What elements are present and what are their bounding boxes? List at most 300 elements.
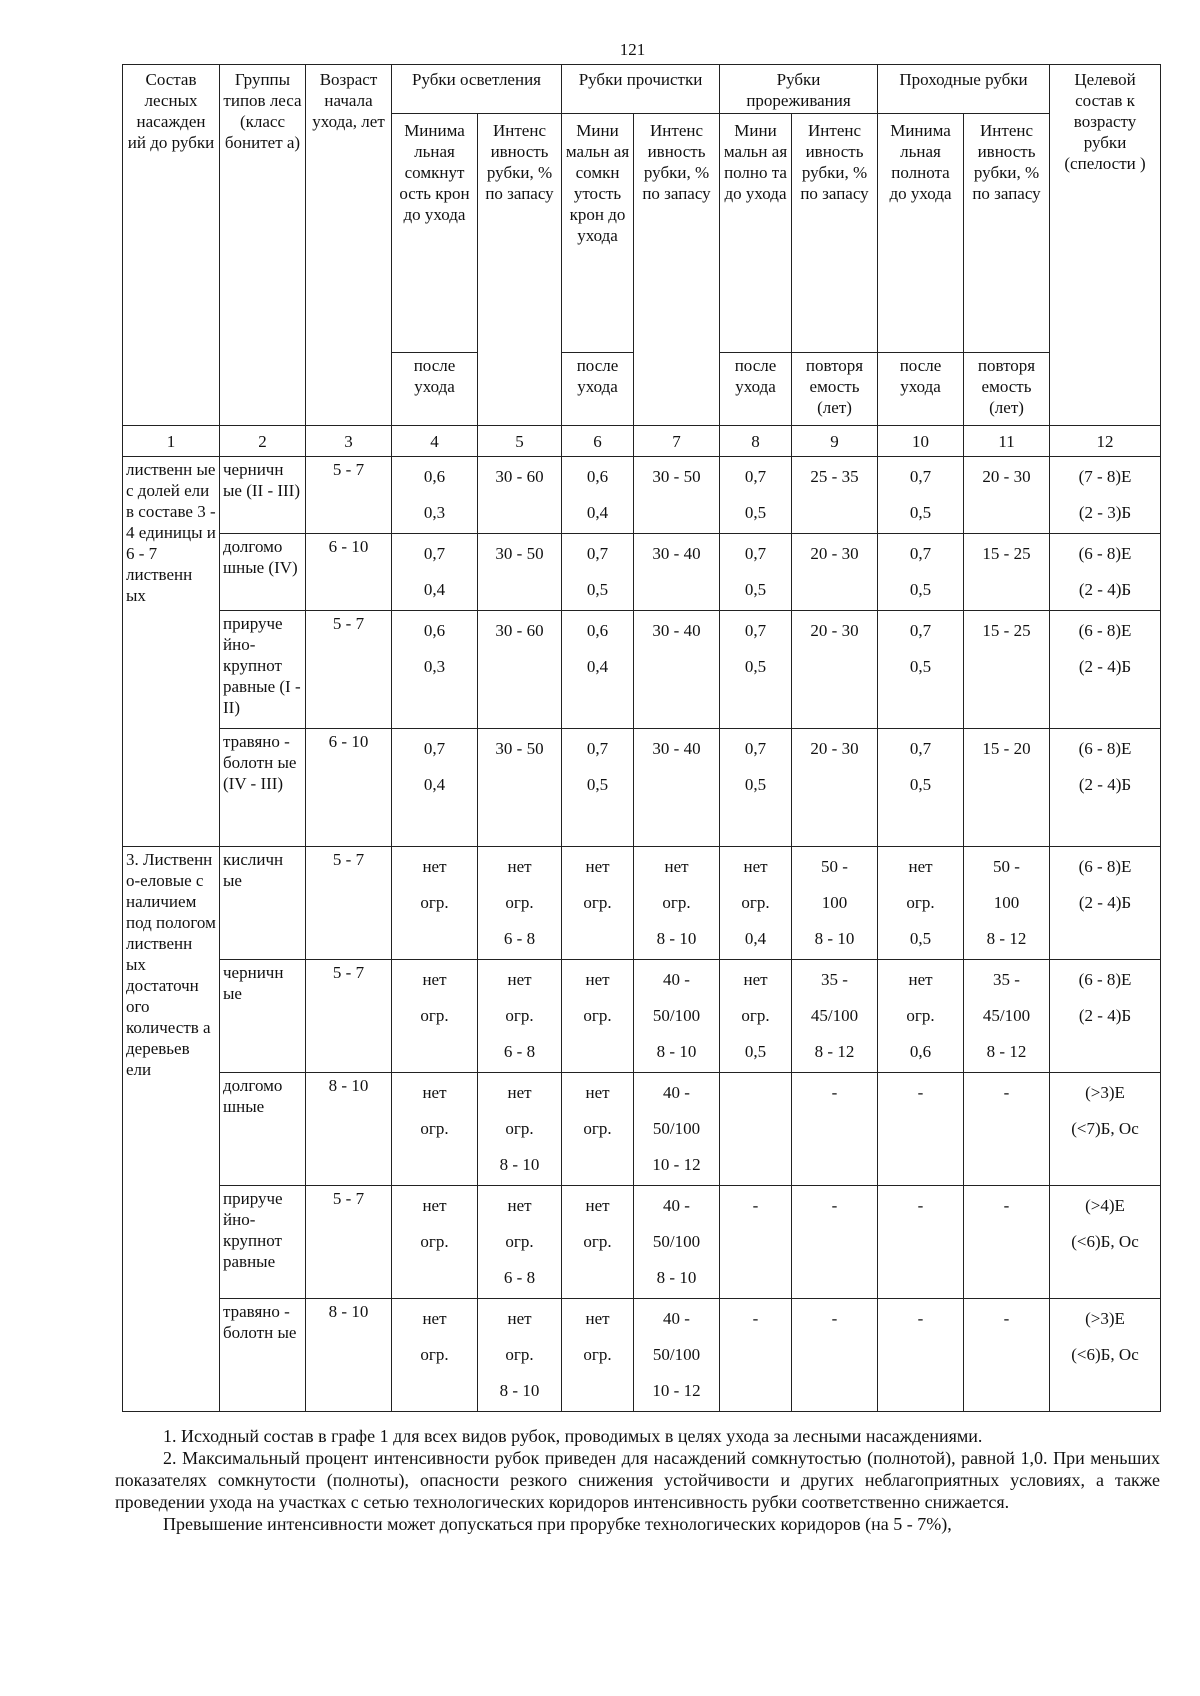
forest-type-cell: долгомо шные (IV) [220, 534, 306, 611]
header-cleaning-min-closure: Мини мальн ая сомкн утость крон до ухода [562, 114, 634, 353]
value-cell-c6 [562, 960, 634, 1073]
column-number: 7 [634, 426, 720, 457]
value-line: 35 - [821, 970, 848, 989]
value-cell-c8 [720, 457, 792, 534]
value-line: огр. [505, 1345, 534, 1364]
value-line: 0,7 [423, 544, 446, 563]
value-line: 0,5 [909, 503, 932, 522]
value-line: огр. [741, 893, 770, 912]
header-passage-intensity: Интенс ивность рубки, % по запасу [964, 114, 1050, 353]
value-cell-c9 [792, 611, 878, 729]
value-line: 6 - 8 [503, 1268, 536, 1287]
value-line: 0,6 [423, 621, 446, 640]
value-line: 15 - 20 [982, 739, 1031, 758]
value-line: (6 - 8)Е [1078, 857, 1132, 876]
value-cell-c4 [392, 1186, 478, 1299]
header-cleaning-intensity: Интенс ивность рубки, % по запасу [634, 114, 720, 426]
value-line: 0,7 [909, 739, 932, 758]
value-cell-c12 [1050, 847, 1161, 960]
value-line: 0,7 [586, 544, 609, 563]
value-line: 0,5 [744, 580, 767, 599]
value-line: огр. [906, 1006, 935, 1025]
value-line: 0,5 [744, 1042, 767, 1061]
value-line: 8 - 10 [499, 1381, 540, 1400]
value-cell-c9 [792, 847, 878, 960]
value-line: 0,7 [744, 544, 767, 563]
value-line: 8 - 10 [814, 929, 855, 948]
value-cell-c5 [478, 534, 562, 611]
value-line: огр. [420, 1345, 449, 1364]
start-age-cell: 8 - 10 [306, 1073, 392, 1186]
value-line: 6 - 8 [503, 929, 536, 948]
value-line: 30 - 40 [652, 739, 701, 758]
value-cell-c7 [634, 611, 720, 729]
header-thinning-min-density: Мини мальн ая полно та до ухода [720, 114, 792, 353]
header-passage-min-density: Минима льная полнота до ухода [878, 114, 964, 353]
value-line: 50 - [993, 857, 1020, 876]
column-numbers-row [123, 426, 1161, 457]
value-line: 8 - 12 [986, 929, 1027, 948]
table-row [123, 960, 1161, 1073]
value-line: 45/100 [810, 1006, 859, 1025]
forest-thinning-table [122, 64, 1161, 1412]
value-line: нет [585, 1309, 610, 1328]
value-cell-c8 [720, 1299, 792, 1412]
value-line: 0,5 [909, 929, 932, 948]
value-cell-c12 [1050, 960, 1161, 1073]
value-cell-c4 [392, 611, 478, 729]
value-line: (<7)Б, Ос [1071, 1119, 1139, 1138]
value-line: 30 - 60 [495, 467, 544, 486]
value-cell-c10 [878, 729, 964, 847]
value-cell-c9 [792, 534, 878, 611]
value-line: 0,5 [909, 775, 932, 794]
value-cell-c12 [1050, 1186, 1161, 1299]
value-line: нет [507, 970, 532, 989]
value-line: 0,7 [586, 739, 609, 758]
value-line: 30 - 60 [495, 621, 544, 640]
value-cell-c12 [1050, 1073, 1161, 1186]
value-cell-c9 [792, 1299, 878, 1412]
value-line: нет [422, 857, 447, 876]
table-row [123, 729, 1161, 847]
value-line: 8 - 12 [986, 1042, 1027, 1061]
value-line: огр. [505, 893, 534, 912]
value-line: огр. [420, 1006, 449, 1025]
value-line: нет [908, 970, 933, 989]
header-passage-cutting: Проходные рубки [878, 65, 1050, 114]
value-line: (<6)Б, Ос [1071, 1345, 1139, 1364]
value-line: - [831, 1083, 838, 1102]
value-line: 0,7 [744, 621, 767, 640]
value-cell-c9 [792, 457, 878, 534]
value-line: 15 - 25 [982, 621, 1031, 640]
value-line: огр. [420, 893, 449, 912]
header-thinning-intensity: Интенс ивность рубки, % по запасу [792, 114, 878, 353]
value-line: (2 - 4)Б [1078, 580, 1132, 599]
forest-type-cell: приручe йно- крупнот равные (I - II) [220, 611, 306, 729]
value-line: 0,7 [909, 467, 932, 486]
value-line: (2 - 4)Б [1078, 657, 1132, 676]
header-forest-type: Группы типов леса (класс бонитет а) [220, 65, 306, 426]
value-cell-c11 [964, 847, 1050, 960]
value-line: 10 - 12 [652, 1381, 701, 1400]
value-line: 8 - 10 [656, 929, 697, 948]
value-line: огр. [662, 893, 691, 912]
column-number: 2 [220, 426, 306, 457]
header-clearing: Рубки осветления [392, 65, 562, 114]
value-cell-c8 [720, 729, 792, 847]
value-line: 40 - [663, 1083, 690, 1102]
value-line: - [917, 1083, 924, 1102]
header-repeat-9: повторя емость (лет) [792, 353, 878, 426]
value-cell-c7 [634, 847, 720, 960]
value-line: 35 - [993, 970, 1020, 989]
value-cell-c11 [964, 457, 1050, 534]
header-after-care-10: после ухода [878, 353, 964, 426]
note-3: Превышение интенсивности может допускаться при прорубке технологических коридоров (на 5 - 7%), [163, 1514, 952, 1534]
value-cell-c11 [964, 960, 1050, 1073]
value-line: - [1003, 1196, 1010, 1215]
header-repeat-11: повторя емость (лет) [964, 353, 1050, 426]
value-line: - [1003, 1083, 1010, 1102]
start-age-cell: 8 - 10 [306, 1299, 392, 1412]
value-line: огр. [420, 1119, 449, 1138]
value-line: нет [507, 1083, 532, 1102]
value-line: 30 - 50 [652, 467, 701, 486]
value-cell-c4 [392, 960, 478, 1073]
value-line: - [917, 1196, 924, 1215]
value-cell-c5 [478, 960, 562, 1073]
value-cell-c6 [562, 1299, 634, 1412]
value-line: - [1003, 1309, 1010, 1328]
value-line: 30 - 40 [652, 621, 701, 640]
value-cell-c7 [634, 534, 720, 611]
value-line: (>4)Е [1085, 1196, 1125, 1215]
value-line: - [831, 1309, 838, 1328]
column-number: 1 [123, 426, 220, 457]
value-line: (2 - 4)Б [1078, 1006, 1132, 1025]
value-cell-c12 [1050, 729, 1161, 847]
value-cell-c5 [478, 1186, 562, 1299]
value-cell-c4 [392, 847, 478, 960]
value-cell-c6 [562, 1186, 634, 1299]
value-line: огр. [420, 1232, 449, 1251]
value-line: 0,7 [909, 621, 932, 640]
value-cell-c10 [878, 611, 964, 729]
forest-type-cell: черничн ые (II - III) [220, 457, 306, 534]
value-cell-c4 [392, 534, 478, 611]
value-line: (2 - 3)Б [1078, 503, 1132, 522]
value-line: 0,5 [909, 657, 932, 676]
value-line: нет [422, 1309, 447, 1328]
value-line: нет [585, 970, 610, 989]
value-line: огр. [505, 1232, 534, 1251]
value-cell-c7 [634, 1186, 720, 1299]
table-row [123, 611, 1161, 729]
value-line: 8 - 10 [656, 1042, 697, 1061]
value-line: - [917, 1309, 924, 1328]
forest-type-cell: приручe йно- крупнот равные [220, 1186, 306, 1299]
value-cell-c9 [792, 729, 878, 847]
value-cell-c8 [720, 534, 792, 611]
value-line: 0,5 [586, 775, 609, 794]
note-2: 2. Максимальный процент интенсивности рубок приведен для насаждений сомкнутостью (полнотой), равной 1,0. При меньших показателях сомкнутости (полноты), опасности резкого снижения устойчивости и других неблагоприятных условиях, а также проведении ухода на участках с сетью технологических коридоров интенсивность рубки соответственно снижается. [115, 1448, 1160, 1512]
value-cell-c10 [878, 1073, 964, 1186]
value-line: огр. [583, 893, 612, 912]
column-number: 11 [964, 426, 1050, 457]
header-after-care-8: после ухода [720, 353, 792, 426]
value-line: 0,7 [744, 467, 767, 486]
value-cell-c5 [478, 1299, 562, 1412]
value-cell-c8 [720, 847, 792, 960]
value-line: 10 - 12 [652, 1155, 701, 1174]
value-line: нет [908, 857, 933, 876]
value-cell-c5 [478, 457, 562, 534]
forest-type-cell: травяно - болотн ые (IV - III) [220, 729, 306, 847]
header-start-age: Возраст начала ухода, лет [306, 65, 392, 426]
value-cell-c6 [562, 1073, 634, 1186]
value-line: (7 - 8)Е [1078, 467, 1132, 486]
column-number: 12 [1050, 426, 1161, 457]
value-line: нет [664, 857, 689, 876]
value-cell-c10 [878, 847, 964, 960]
value-line: огр. [906, 893, 935, 912]
value-line: 0,4 [586, 657, 609, 676]
value-line: - [831, 1196, 838, 1215]
value-line: нет [507, 857, 532, 876]
value-line: огр. [583, 1345, 612, 1364]
value-line: (>3)Е [1085, 1083, 1125, 1102]
value-line: 0,7 [423, 739, 446, 758]
value-line: 6 - 8 [503, 1042, 536, 1061]
header-cleaning: Рубки прочистки [562, 65, 720, 114]
value-cell-c10 [878, 534, 964, 611]
value-cell-c7 [634, 960, 720, 1073]
value-line: 50/100 [652, 1006, 701, 1025]
value-line: 0,6 [909, 1042, 932, 1061]
value-cell-c8 [720, 960, 792, 1073]
value-line: 0,5 [744, 775, 767, 794]
value-line: - [752, 1196, 759, 1215]
value-cell-c11 [964, 1299, 1050, 1412]
value-line: огр. [505, 1119, 534, 1138]
value-line: 8 - 10 [499, 1155, 540, 1174]
value-line: 40 - [663, 970, 690, 989]
value-cell-c5 [478, 729, 562, 847]
value-cell-c11 [964, 534, 1050, 611]
value-cell-c12 [1050, 457, 1161, 534]
value-line: 20 - 30 [810, 544, 859, 563]
header-after-care-6: после ухода [562, 353, 634, 426]
column-number: 3 [306, 426, 392, 457]
header-clearing-min-closure: Минима льная сомкнут ость крон до ухода [392, 114, 478, 353]
value-cell-c11 [964, 729, 1050, 847]
value-cell-c8 [720, 1186, 792, 1299]
value-cell-c8 [720, 611, 792, 729]
value-cell-c9 [792, 1186, 878, 1299]
value-line: нет [743, 857, 768, 876]
start-age-cell: 5 - 7 [306, 1186, 392, 1299]
value-line: нет [422, 970, 447, 989]
value-line: 50/100 [652, 1232, 701, 1251]
table-row [123, 1073, 1161, 1186]
value-line: огр. [583, 1119, 612, 1138]
value-cell-c5 [478, 1073, 562, 1186]
value-cell-c10 [878, 1299, 964, 1412]
value-line: нет [507, 1309, 532, 1328]
start-age-cell: 5 - 7 [306, 611, 392, 729]
note-1: 1. Исходный состав в графе 1 для всех видов рубок, проводимых в целях ухода за лесными насаждениями. [163, 1426, 983, 1446]
value-cell-c12 [1050, 611, 1161, 729]
value-cell-c5 [478, 611, 562, 729]
value-line: 0,5 [744, 657, 767, 676]
value-line: (<6)Б, Ос [1071, 1232, 1139, 1251]
value-line: 100 [993, 893, 1020, 912]
value-cell-c7 [634, 729, 720, 847]
value-line: 0,3 [423, 503, 446, 522]
start-age-cell: 5 - 7 [306, 457, 392, 534]
value-cell-c4 [392, 457, 478, 534]
column-number: 10 [878, 426, 964, 457]
header-thinning: Рубки прореживания [720, 65, 878, 114]
value-cell-c9 [792, 1073, 878, 1186]
value-cell-c7 [634, 1073, 720, 1186]
value-cell-c6 [562, 611, 634, 729]
value-cell-c12 [1050, 1299, 1161, 1412]
forest-type-cell: долгомо шные [220, 1073, 306, 1186]
value-cell-c4 [392, 1299, 478, 1412]
group-label: лиственн ые с долей ели в составе 3 - 4 единицы и 6 - 7 лиственн ых [123, 457, 220, 847]
value-line: огр. [583, 1232, 612, 1251]
value-cell-c10 [878, 457, 964, 534]
value-line: (6 - 8)Е [1078, 739, 1132, 758]
table-row [123, 1299, 1161, 1412]
column-number: 5 [478, 426, 562, 457]
value-line: огр. [583, 1006, 612, 1025]
value-line: (6 - 8)Е [1078, 970, 1132, 989]
value-line: 0,4 [744, 929, 767, 948]
column-number: 6 [562, 426, 634, 457]
value-cell-c10 [878, 960, 964, 1073]
value-line: 0,3 [423, 657, 446, 676]
value-line: 0,6 [586, 467, 609, 486]
value-line: 8 - 10 [656, 1268, 697, 1287]
value-line: 15 - 25 [982, 544, 1031, 563]
value-cell-c4 [392, 729, 478, 847]
value-line: нет [422, 1196, 447, 1215]
value-line: 50 - [821, 857, 848, 876]
table-row [123, 847, 1161, 960]
forest-type-cell: кисличн ые [220, 847, 306, 960]
value-line: 8 - 12 [814, 1042, 855, 1061]
value-line: 30 - 50 [495, 544, 544, 563]
value-line: 100 [821, 893, 848, 912]
value-line: 0,5 [586, 580, 609, 599]
forest-type-cell: черничн ые [220, 960, 306, 1073]
header-after-care-4: после ухода [392, 353, 478, 426]
value-line: 0,7 [909, 544, 932, 563]
value-cell-c7 [634, 1299, 720, 1412]
value-line: 50/100 [652, 1119, 701, 1138]
value-line: (6 - 8)Е [1078, 544, 1132, 563]
table-row [123, 1186, 1161, 1299]
forest-type-cell: травяно - болотн ые [220, 1299, 306, 1412]
start-age-cell: 5 - 7 [306, 847, 392, 960]
value-line: огр. [741, 1006, 770, 1025]
value-line: 20 - 30 [810, 739, 859, 758]
value-line: 0,4 [586, 503, 609, 522]
table-row [123, 534, 1161, 611]
value-line: 20 - 30 [982, 467, 1031, 486]
value-cell-c6 [562, 847, 634, 960]
value-cell-c11 [964, 1186, 1050, 1299]
value-line: нет [743, 970, 768, 989]
value-line: 50/100 [652, 1345, 701, 1364]
value-cell-c9 [792, 960, 878, 1073]
value-line: 20 - 30 [810, 621, 859, 640]
value-cell-c6 [562, 534, 634, 611]
column-number: 9 [792, 426, 878, 457]
value-cell-c11 [964, 1073, 1050, 1186]
value-cell-c7 [634, 457, 720, 534]
value-cell-c11 [964, 611, 1050, 729]
page-number: 121 [619, 40, 646, 59]
value-line: (6 - 8)Е [1078, 621, 1132, 640]
value-line: (>3)Е [1085, 1309, 1125, 1328]
value-line: 0,5 [909, 580, 932, 599]
value-line: нет [422, 1083, 447, 1102]
value-cell-c10 [878, 1186, 964, 1299]
header-composition: Состав лесных насажден ий до рубки [123, 65, 220, 426]
value-line: - [752, 1309, 759, 1328]
header-clearing-intensity: Интенс ивность рубки, % по запасу [478, 114, 562, 426]
value-cell-c6 [562, 729, 634, 847]
value-line: (2 - 4)Б [1078, 893, 1132, 912]
value-cell-c4 [392, 1073, 478, 1186]
value-line: 0,6 [586, 621, 609, 640]
value-cell-c8 [720, 1073, 792, 1186]
value-line: 30 - 40 [652, 544, 701, 563]
value-line: 0,7 [744, 739, 767, 758]
value-line: 40 - [663, 1196, 690, 1215]
table-row [123, 457, 1161, 534]
column-number: 8 [720, 426, 792, 457]
value-cell-c6 [562, 457, 634, 534]
value-line: 30 - 50 [495, 739, 544, 758]
value-cell-c5 [478, 847, 562, 960]
start-age-cell: 6 - 10 [306, 534, 392, 611]
value-line: (2 - 4)Б [1078, 775, 1132, 794]
header-target-composition: Целевой состав к возрасту рубки (спелости ) [1050, 65, 1161, 426]
value-line: 0,4 [423, 580, 446, 599]
value-line: 0,4 [423, 775, 446, 794]
value-line: нет [585, 1196, 610, 1215]
value-line: нет [585, 857, 610, 876]
notes [115, 1425, 1160, 1535]
value-line: нет [585, 1083, 610, 1102]
group-label: 3. Лиственн о-еловые с наличием под пологом лиственн ых достаточн ого количеств а деревьев ели [123, 847, 220, 1412]
value-cell-c12 [1050, 534, 1161, 611]
value-line: 0,5 [744, 503, 767, 522]
value-line: огр. [505, 1006, 534, 1025]
start-age-cell: 6 - 10 [306, 729, 392, 847]
value-line: 40 - [663, 1309, 690, 1328]
value-line: 25 - 35 [810, 467, 859, 486]
start-age-cell: 5 - 7 [306, 960, 392, 1073]
value-line: нет [507, 1196, 532, 1215]
value-line: 0,6 [423, 467, 446, 486]
